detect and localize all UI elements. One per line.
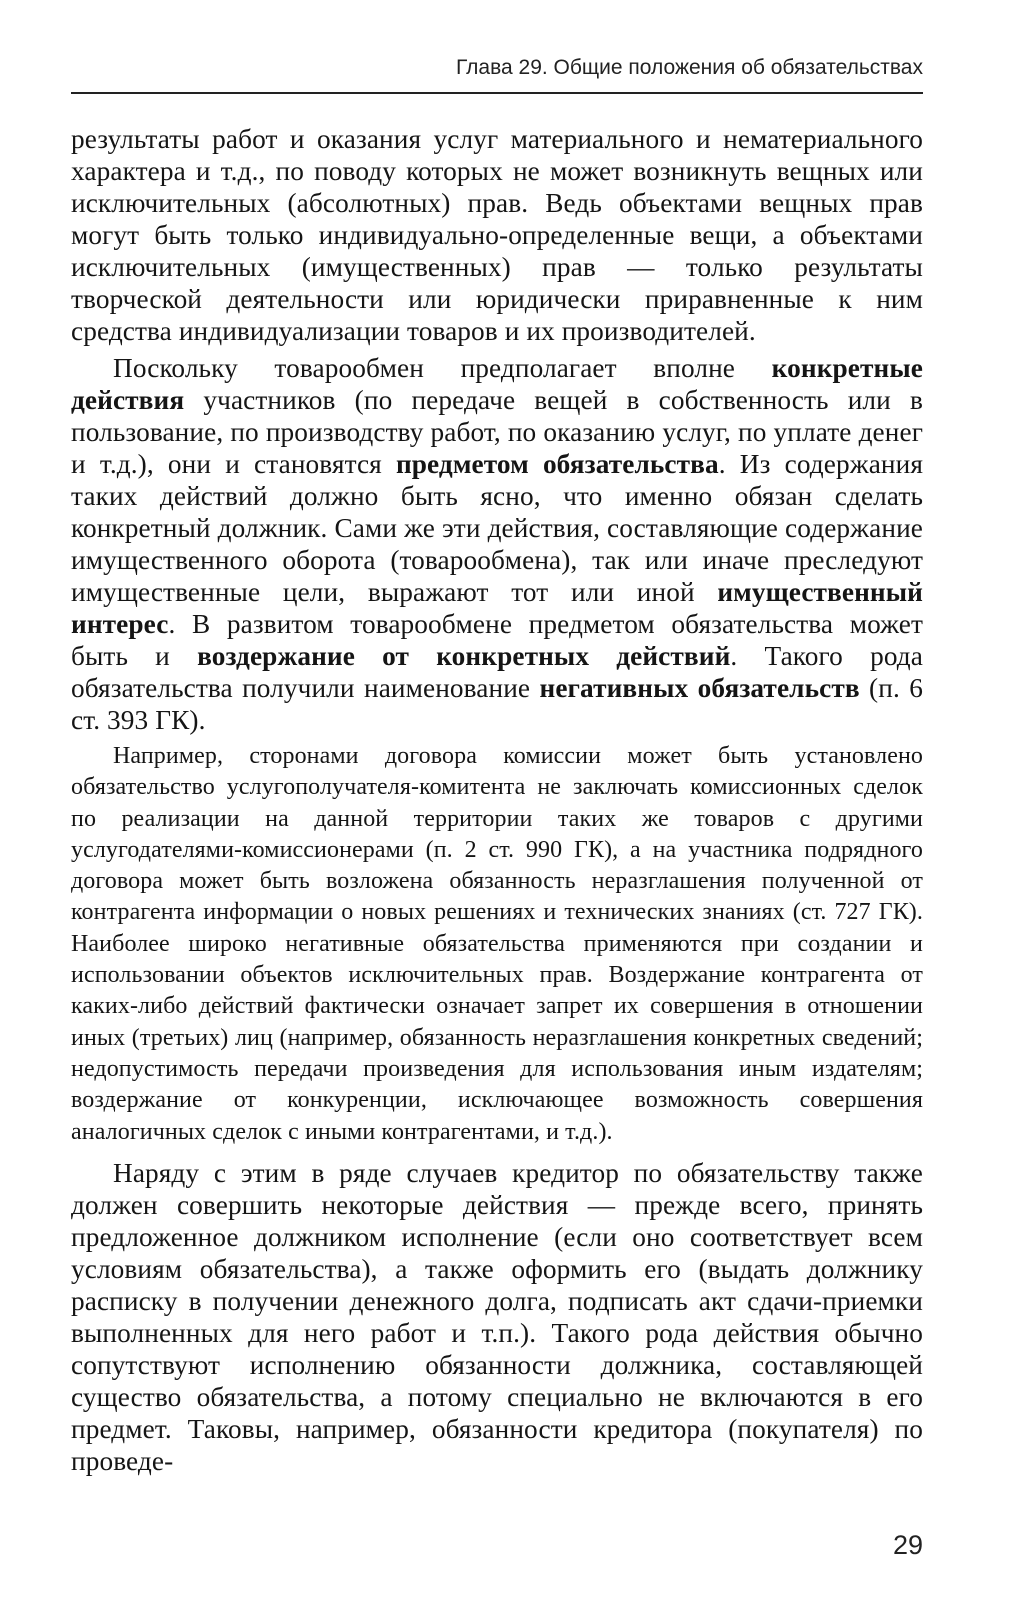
paragraph-3-example: Например, сторонами договора комиссии может быть установлено обязательство услугополучателя-комитента не заключать комиссионных сделок по реализации на данной территории таких же товаров с другими услугодателями-комиссионерами (п. 2 ст. 990 ГК), а на участника подрядного договора может быть возложена обязанность неразглашения полученной от контрагента информации о новых решениях и технических знаниях (ст. 727 ГК). Наиболее широко негативные обязательства применяются при создании и использовании объектов исключительных прав. Воздержание контрагента от каких-либо действий фактически означает запрет их совершения в отношении иных (третьих) лиц (например, обязанность неразглашения конкретных сведений; недопустимость передачи произведения для использования иным издателям; воздержание от конкуренции, исключающее возможность совершения аналогичных сделок с иными контрагентами, и т.д.).: [71, 743, 923, 1145]
bold-term: предметом обязательства: [395, 449, 719, 479]
text-run: (п. 6 ст. 393 ГК).: [71, 673, 923, 735]
main-text: [71, 123, 923, 1477]
text-run: Поскольку товарообмен предполагает вполне: [113, 353, 772, 383]
bold-term: имущественный интерес: [71, 577, 923, 639]
paragraph-2: [71, 352, 923, 736]
bold-term: воздержание от конкретных действий: [197, 641, 731, 671]
text-run: . В развитом товарообмене предметом обязательства может быть и: [71, 609, 923, 671]
text-run: участников (по передаче вещей в собственность или в пользование, по производству работ, по оказанию услуг, по уплате денег и т.д.), они и становятся: [71, 385, 923, 479]
header-rule: [71, 92, 923, 94]
page-number: 29: [892, 1530, 923, 1560]
text-run: . Такого рода обязательства получили наименование: [71, 641, 923, 703]
paragraph-1: результаты работ и оказания услуг материального и нематериального характера и т.д., по поводу которых не может возникнуть вещных или исключительных (абсолютных) прав. Ведь объектами вещных прав могут быть только индивидуально-определенные вещи, а объектами исключительных (имущественных) прав — только результаты творческой деятельности или юридически приравненные к ним средства индивидуализации товаров и их производителей.: [71, 124, 923, 346]
text-run: . Из содержания таких действий должно быть ясно, что именно обязан сделать конкретный должник. Сами же эти действия, составляющие содержание имущественного оборота (товарообмена), так или иначе преследуют имущественные цели, выражают тот или иной: [71, 449, 923, 607]
bold-term: конкретные действия: [71, 353, 923, 415]
running-header: Глава 29. Общие положения об обязательствах: [455, 56, 923, 79]
paragraph-4: Наряду с этим в ряде случаев кредитор по обязательству также должен совершить некоторые действия — прежде всего, принять предложенное должником исполнение (если оно соответствует всем условиям обязательства), а также оформить его (выдать должнику расписку в получении денежного долга, подписать акт сдачи-приемки выполненных для него работ и т.п.). Такого рода действия обычно сопутствуют исполнению обязанности должника, составляющей существо обязательства, а потому специально не включаются в его предмет. Таковы, например, обязанности кредитора (покупателя) по проведе-: [71, 1157, 923, 1476]
bold-term: негативных обязательств: [539, 673, 860, 703]
